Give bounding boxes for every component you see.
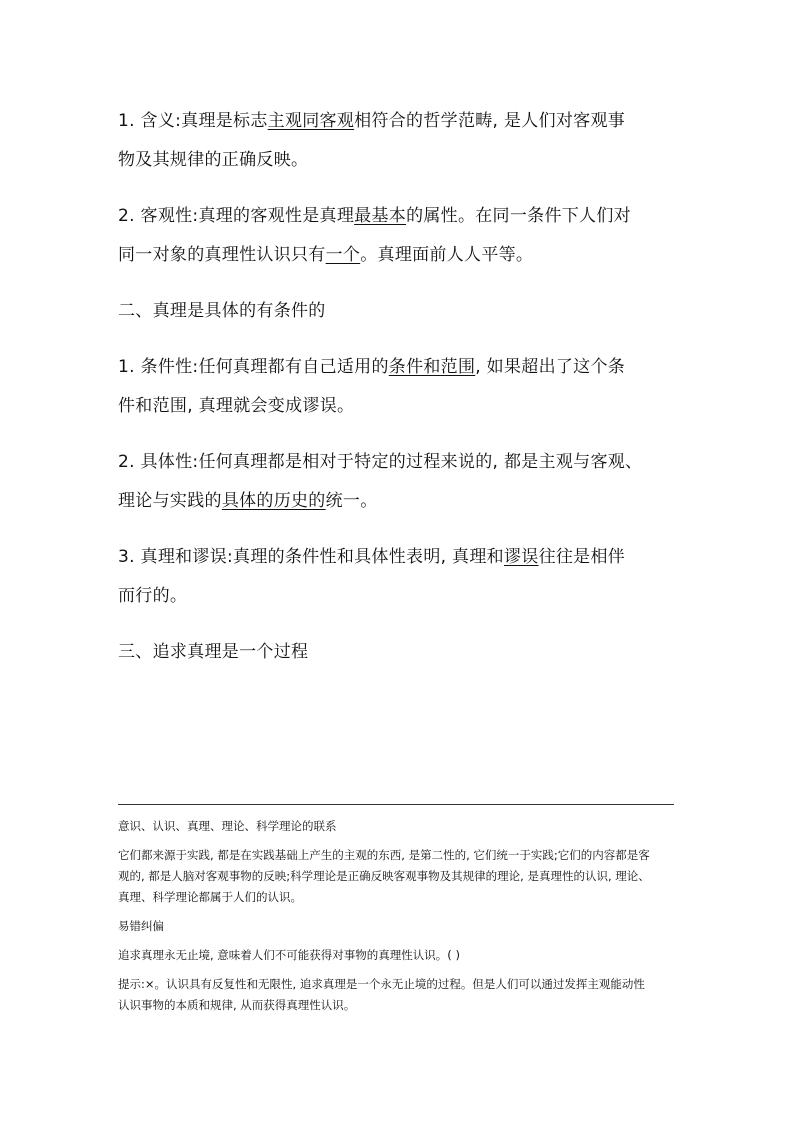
- divider: [118, 804, 674, 805]
- underlined-term: 一个: [325, 245, 361, 265]
- text-line: 它们都来源于实践, 都是在实践基础上产生的主观的东西, 是第二性的, 它们统一于实践;它们的内容都是客: [118, 848, 650, 862]
- text-line: 观的, 都是人脑对客观事物的反映;科学理论是正确反映客观事物及其规律的理论, 是真理性的认识, 理论、: [118, 869, 650, 883]
- paragraph-conditionality: [118, 348, 698, 426]
- text-line: 理论与实践的具体的历史的统一。: [118, 491, 378, 511]
- text-line: 物及其规律的正确反映。: [118, 150, 309, 170]
- text-line: 真理、科学理论都属于人们的认识。: [118, 890, 302, 904]
- note-hint: [118, 974, 688, 1016]
- underlined-term: 条件和范围: [388, 357, 476, 377]
- underlined-term: 具体的历史的: [221, 491, 326, 511]
- underlined-term: 谬误: [503, 547, 539, 567]
- text-line: 同一对象的真理性认识只有一个。真理面前人人平等。: [118, 245, 534, 265]
- paragraph-objectivity: [118, 197, 698, 275]
- text-line: 而行的。: [118, 586, 188, 606]
- text-line: 认识事物的本质和规律, 从而获得真理性认识。: [118, 998, 356, 1012]
- note-title: 意识、认识、真理、理论、科学理论的联系: [118, 819, 337, 833]
- text-line: 2. 具体性:任何真理都是相对于特定的过程来说的, 都是主观与客观、: [118, 452, 643, 472]
- section-heading-2: 二、真理是具体的有条件的: [118, 301, 326, 321]
- note-section-title: 易错纠偏: [118, 919, 164, 933]
- text-line: 3. 真理和谬误:真理的条件性和具体性表明, 真理和谬误往往是相伴: [118, 547, 626, 567]
- note-body: [118, 845, 688, 908]
- text-line: 1. 含义:真理是标志主观同客观相符合的哲学范畴, 是人们对客观事: [118, 111, 626, 131]
- notes-section: [118, 816, 688, 1024]
- note-question: 追求真理永无止境, 意味着人们不可能获得对事物的真理性认识。( ): [118, 948, 460, 962]
- paragraph-concreteness: [118, 443, 698, 521]
- text-line: 件和范围, 真理就会变成谬误。: [118, 396, 355, 416]
- paragraph-meaning: [118, 102, 698, 180]
- text-line: 1. 条件性:任何真理都有自己适用的条件和范围, 如果超出了这个条: [118, 357, 626, 377]
- main-content: [118, 102, 698, 689]
- underlined-term: 主观同客观: [267, 111, 355, 131]
- section-heading-3: 三、追求真理是一个过程: [118, 642, 309, 662]
- text-line: 2. 客观性:真理的客观性是真理最基本的属性。在同一条件下人们对: [118, 206, 631, 226]
- underlined-term: 最基本: [354, 206, 407, 226]
- paragraph-truth-and-error: [118, 538, 698, 616]
- text-line: 提示:×。认识具有反复性和无限性, 追求真理是一个永无止境的过程。但是人们可以通过发挥主观能动性: [118, 977, 645, 991]
